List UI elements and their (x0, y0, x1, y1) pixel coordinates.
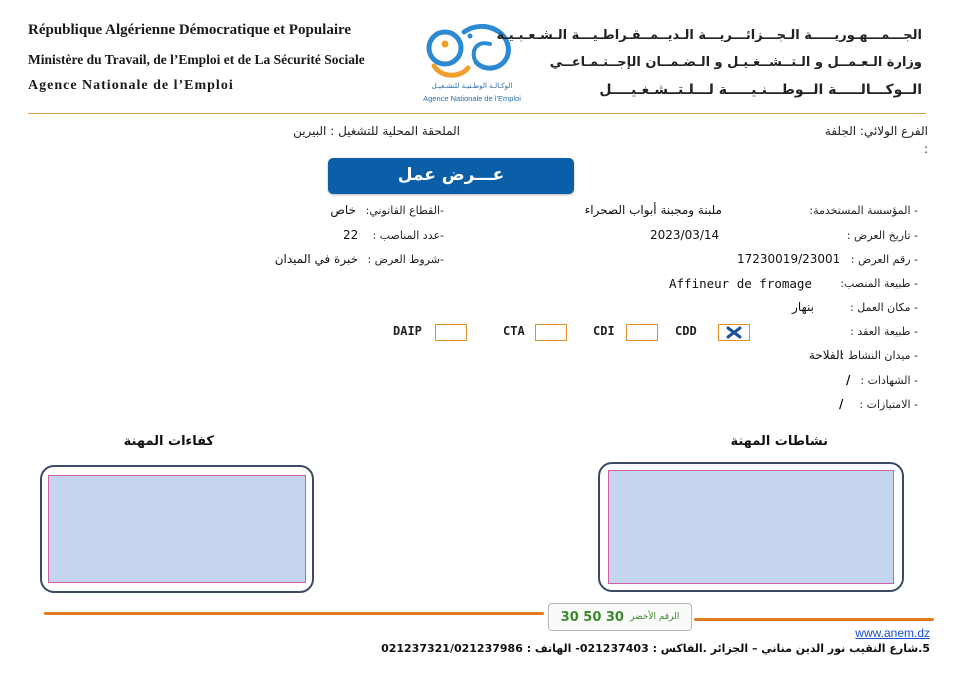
contract-cdd-checkbox[interactable] (718, 324, 750, 341)
footer-line-right (694, 618, 934, 621)
green-number-badge (548, 603, 692, 631)
offer-number-value: 17230019/23001 (737, 252, 841, 266)
activity-label: - ميدان النشاط : (840, 349, 918, 362)
legal-sector-label: -القطاع القانوني: (365, 204, 444, 217)
offer-title-box (328, 158, 574, 194)
activities-content-area[interactable] (608, 470, 894, 584)
logo-french-text: Agence Nationale de l'Emploi (423, 94, 521, 103)
regional-branch: الفرع الولائي: الجلفة (824, 124, 928, 138)
diplomas-value: / (846, 373, 851, 387)
contract-cta-checkbox[interactable] (535, 324, 567, 341)
header-fr-ministry: Ministère du Travail, de l’Emploi et de La Sécurité Sociale (28, 52, 365, 67)
header-fr-republic: République Algérienne Démocratique et Populaire (28, 22, 352, 38)
conditions-value: خبرة في الميدان (274, 252, 358, 266)
header-divider (28, 113, 926, 114)
header-ar-agency: الــوكـــالـــــة الــوطـــنـيـــــة لـــلـتــشـغـيــــل (599, 82, 922, 98)
contract-cdd-label: CDD (675, 324, 697, 338)
diplomas-label: - الشهادات : (860, 374, 918, 387)
conditions-label: -شروط العرض : (367, 253, 444, 266)
date-label: - تاريخ العرض : (846, 229, 918, 242)
contract-cdi-label: CDI (593, 324, 615, 338)
legal-sector-value: خاص (330, 203, 356, 217)
workplace-label: - مكان العمل : (850, 301, 918, 314)
green-number-label: الرقم الأخضر (629, 612, 680, 622)
header-ar-republic: الجـــمـــهـوريـــــة الـجـــزائـــريـــة الـديــمــقـراطـيـــة الـشـعـبـيـة (496, 28, 922, 43)
header-ar-ministry: وزارة الـعـمــل و الـتــشــغـيـل و الـضـمــان الإجــتـمـاعــي (549, 55, 922, 70)
check-cross-icon (719, 325, 749, 340)
skills-title: كفاءات المهنة (123, 434, 214, 449)
offer-title: عـــرض عمل (397, 165, 505, 185)
positions-label: -عدد المناصب : (372, 229, 444, 242)
website-link[interactable]: www.anem.dz (855, 626, 930, 640)
date-value: 2023/03/14 (650, 228, 720, 242)
skills-panel (40, 465, 314, 593)
skills-content-area[interactable] (48, 475, 306, 583)
employer-value: ملبنة ومجبنة أبواب الصحراء (584, 203, 722, 217)
workplace-value: بنهار (792, 300, 814, 314)
offer-number-label: - رقم العرض : (850, 253, 918, 266)
contract-label: - طبيعة العقد : (850, 325, 918, 338)
contract-daip-label: DAIP (393, 324, 422, 338)
header-fr-agency: Agence Nationale de l’Emploi (28, 78, 234, 93)
contract-cta-label: CTA (503, 324, 525, 338)
contract-cdi-checkbox[interactable] (626, 324, 658, 341)
green-number: 30 50 30 (560, 609, 624, 625)
post-value: Affineur de fromage (669, 276, 812, 291)
logo-arabic-text: الوكـالـة الوطـنيـة للتشـغيـل (431, 82, 513, 90)
positions-value: 22 (343, 228, 359, 242)
local-annex: الملحقة المحلية للتشغيل : البيرين (293, 124, 460, 138)
footer-address: 5.شارع النقيب نور الدين مناني – الجزائر .الفاكس : 021237403- الهاتف : 021237321/021237986 (381, 642, 930, 655)
employer-label: - المؤسسة المستخدمة: (809, 204, 918, 217)
footer-line-left (44, 612, 544, 615)
activities-title: نشاطات المهنة (730, 434, 828, 449)
activities-panel (598, 462, 904, 592)
post-label: - طبيعة المنصب: (840, 277, 918, 290)
privileges-label: - الامتيازات : (859, 398, 918, 411)
contract-daip-checkbox[interactable] (435, 324, 467, 341)
privileges-value: / (839, 397, 844, 411)
regional-branch-colon: : (924, 142, 929, 156)
activity-value: الفلاحة (808, 348, 843, 362)
